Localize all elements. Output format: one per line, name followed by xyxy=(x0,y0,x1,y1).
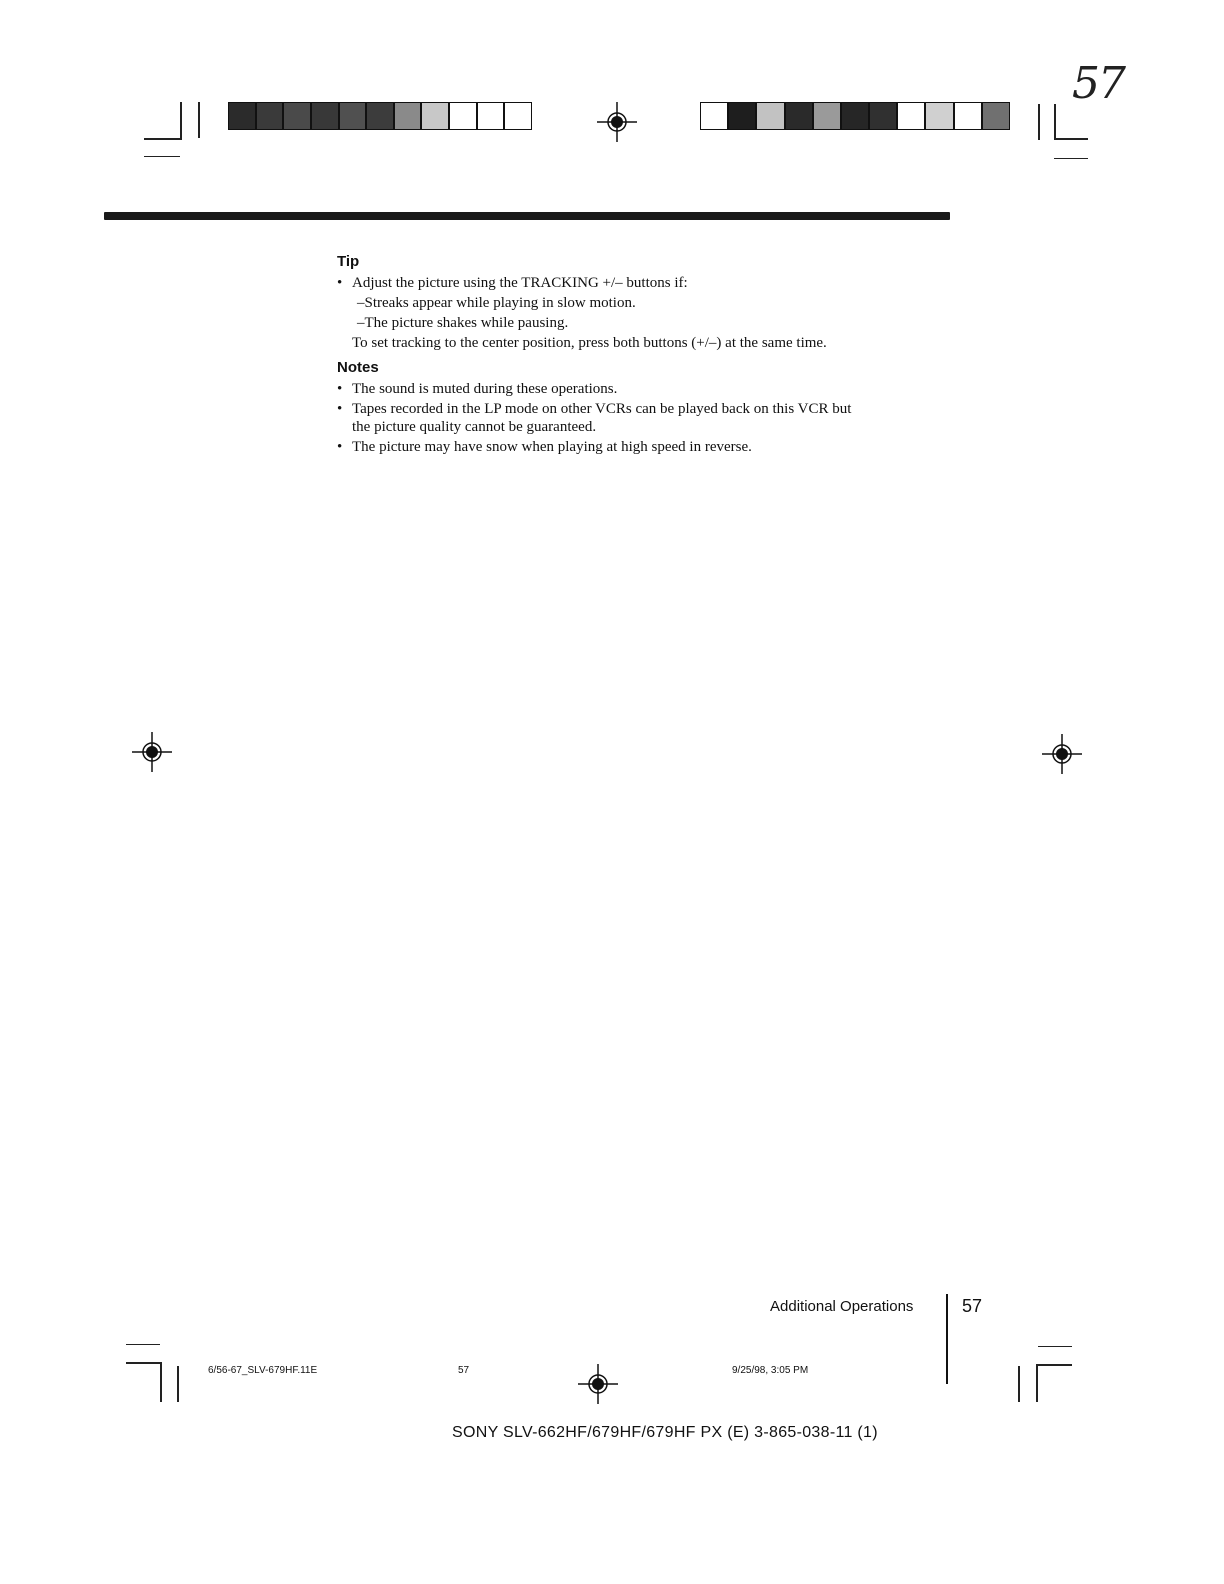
calibration-swatch xyxy=(477,102,505,130)
calibration-swatch xyxy=(504,102,532,130)
registration-mark-top xyxy=(597,102,637,142)
crop-mark-bottom-left-line xyxy=(177,1366,179,1402)
crop-mark-top-right-v1 xyxy=(1038,104,1040,140)
calibration-swatch xyxy=(756,102,784,130)
note-item: • The picture may have snow when playing at high speed in reverse. xyxy=(352,438,752,457)
calibration-swatch xyxy=(869,102,897,130)
registration-mark-bottom xyxy=(578,1364,618,1404)
slug-page: 57 xyxy=(458,1365,470,1376)
crop-mark-bottom-left-v xyxy=(160,1362,162,1402)
tip-sub-item: –The picture shakes while pausing. xyxy=(357,315,569,331)
tip-intro: • Adjust the picture using the TRACKING +/– buttons if: xyxy=(352,274,688,293)
calibration-swatch xyxy=(421,102,449,130)
registration-mark-left xyxy=(132,732,172,772)
crop-mark-top-left-v xyxy=(180,102,182,140)
registration-mark-right xyxy=(1042,734,1082,774)
calibration-swatch xyxy=(394,102,422,130)
note-item-continuation: the picture quality cannot be guaranteed. xyxy=(352,419,597,435)
slug-timestamp: 9/25/98, 3:05 PM xyxy=(732,1365,809,1376)
crop-mark-top-left-line xyxy=(198,102,200,138)
calibration-swatch xyxy=(982,102,1010,130)
calibration-swatch xyxy=(925,102,953,130)
calibration-swatch xyxy=(283,102,311,130)
calibration-swatch xyxy=(228,102,256,130)
calibration-swatch xyxy=(728,102,756,130)
crop-mark-top-right-h xyxy=(1054,138,1088,140)
tip-sub-item: –Streaks appear while playing in slow motion. xyxy=(357,295,636,311)
calibration-swatch xyxy=(449,102,477,130)
calibration-swatch xyxy=(256,102,284,130)
crop-mark-top-right-under xyxy=(1054,158,1088,159)
tip-heading: Tip xyxy=(337,253,360,270)
calibration-swatch xyxy=(785,102,813,130)
calibration-swatch xyxy=(897,102,925,130)
calibration-swatch xyxy=(841,102,869,130)
crop-mark-bottom-left-h2 xyxy=(126,1362,162,1364)
crop-mark-bottom-right-h xyxy=(1036,1364,1072,1366)
calibration-swatch xyxy=(366,102,394,130)
notes-heading: Notes xyxy=(337,359,379,376)
handwritten-page-number: 57 xyxy=(1072,58,1124,109)
crop-mark-top-right-v2 xyxy=(1054,104,1056,140)
crop-mark-top-left-under xyxy=(144,156,180,157)
footer-divider xyxy=(946,1294,948,1384)
calibration-bar-right xyxy=(700,102,1010,130)
crop-mark-top-left-h xyxy=(144,138,180,140)
section-rule xyxy=(104,212,950,220)
crop-mark-bottom-right-v1 xyxy=(1018,1366,1020,1402)
crop-mark-bottom-left-h xyxy=(126,1344,160,1345)
calibration-swatch xyxy=(339,102,367,130)
note-item: • The sound is muted during these operations. xyxy=(352,380,617,399)
calibration-bar-left xyxy=(228,102,532,130)
slug-file-name: 6/56-67_SLV-679HF.11E xyxy=(208,1365,318,1376)
calibration-swatch xyxy=(700,102,728,130)
tip-followup: To set tracking to the center position, press both buttons (+/–) at the same time. xyxy=(352,335,827,351)
crop-mark-bottom-right-h2 xyxy=(1038,1346,1072,1347)
calibration-swatch xyxy=(311,102,339,130)
note-item: • Tapes recorded in the LP mode on other VCRs can be played back on this VCR but xyxy=(352,400,851,419)
product-line: SONY SLV-662HF/679HF/679HF PX (E) 3-865-038-11 (1) xyxy=(452,1424,878,1441)
footer-section-title: Additional Operations xyxy=(770,1298,914,1315)
crop-mark-bottom-right-v2 xyxy=(1036,1364,1038,1402)
footer-page-number: 57 xyxy=(962,1296,983,1316)
calibration-swatch xyxy=(954,102,982,130)
calibration-swatch xyxy=(813,102,841,130)
